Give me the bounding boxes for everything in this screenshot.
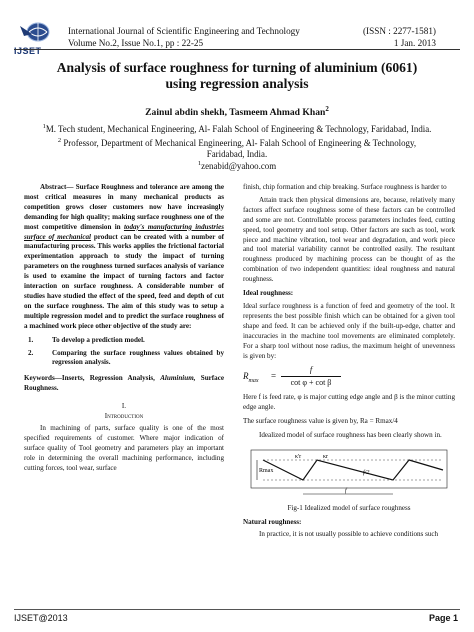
natural-roughness-heading: Natural roughness:	[243, 517, 302, 526]
idealized-roughness-figure	[243, 444, 455, 502]
title-line-2: using regression analysis	[165, 76, 309, 91]
formula-numerator: f	[309, 364, 313, 375]
aff2-sup: 2	[57, 137, 62, 144]
affiliation-1	[24, 121, 450, 135]
objective-num: 2.	[28, 348, 34, 357]
keywords-rest: Surface Roughness.	[24, 374, 224, 393]
objective-item	[24, 336, 224, 346]
page-number: Page 1	[428, 613, 458, 623]
right-column	[243, 183, 455, 540]
footer-rule	[14, 609, 460, 610]
fraction-bar	[281, 376, 341, 377]
section-title: Introduction	[104, 412, 144, 421]
authors	[20, 105, 454, 118]
right-paragraph-6: In practice, it is not usually possible to achieve conditions such	[259, 529, 439, 538]
aff2-text: Professor, Department of Mechanical Engineering, Al- Falah School of Engineering & Technology,	[63, 137, 417, 148]
journal-name: International Journal of Scientific Engineering and Technology	[68, 26, 300, 36]
rmax-formula	[243, 364, 455, 390]
issn: (ISSN : 2277-1581)	[363, 26, 436, 36]
author-names: Zainul abdin shekh, Tasmeem Ahmad Khan	[145, 107, 326, 119]
kr-label: κr	[323, 454, 329, 461]
email-sup: 1	[197, 160, 202, 167]
right-paragraph-3: Here f is feed rate, φ is major cutting edge angle and β is the minor cutting edge angle.	[243, 393, 455, 412]
section-intro-heading	[24, 402, 224, 422]
objectives-list	[24, 336, 224, 369]
author-sup: 2	[325, 105, 329, 113]
keywords	[24, 374, 224, 394]
objective-item	[24, 349, 224, 369]
logo-text: IJSET	[14, 46, 42, 56]
profile-line	[263, 460, 443, 480]
title-line-1: Analysis of surface roughness for turning of aluminium (6061)	[56, 60, 418, 75]
objective-text: Comparing the surface roughness values obtained by regression analysis.	[52, 348, 224, 367]
objective-text: To develop a prediction model.	[52, 335, 145, 344]
formula-lhs	[243, 372, 259, 387]
right-paragraph-2: Ideal surface roughness is a function of feed and geometry of the tool. It represents the best possible finish which can be obtained for a given tool shape and feed. It can be achieved only if the built-up-edge, chatter and inaccuracies in the machine tool movements are eliminated completely. For a sharp tool without nose radius, the maximum height of unevenness is given by:	[243, 301, 455, 360]
figure-caption: Fig-1 Idealized model of surface roughness	[287, 504, 411, 513]
right-paragraph-1: Attain track then physical dimensions are, because, relatively many factors affect surface roughness some of these factors can be controlled and some are not. Controllable process parameters includes feed, cutting speed, tool geometry and tool setup. Other factors are such as tool, work piece and machine vibration, tool wear and degradation, and work piece and tool material variability cannot be controlled easily. The resultant roughness produced by machining process can be thought of as the combination of two independent quantities: ideal roughness and natural roughness.	[243, 195, 455, 284]
right-paragraph-0: finish, chip formation and chip breaking. Surface roughness is harder to	[243, 183, 447, 191]
right-paragraph-5: Idealized model of surface roughness has been clearly shown in.	[259, 431, 442, 440]
ideal-roughness-heading: Ideal roughness:	[243, 289, 294, 298]
affiliation-2	[24, 135, 450, 160]
left-column	[24, 183, 224, 473]
formula-eq: =	[271, 371, 277, 382]
keywords-label: Keywords—Inserts, Regression Analysis,	[24, 374, 155, 383]
rmax-label: Rmax	[259, 468, 274, 475]
aff1-text: M. Tech student, Mechanical Engineering, Al- Falah School of Engineering & Technology, Faridabad, India.	[45, 123, 432, 134]
email: zenabid@yahoo.com	[201, 160, 277, 171]
journal-header	[0, 10, 474, 56]
formula-denominator: cot φ + cot β	[290, 378, 332, 388]
formula-r: R	[243, 371, 249, 382]
issue-date: 1 Jan. 2013	[393, 38, 436, 48]
formula-sub: max	[248, 378, 259, 385]
intro-paragraph: In machining of parts, surface quality is one of the most specified requirements of customer. Where major indication of surface quality of Tool geometry and parameters play an important role in determining the overall machining performance, including cutting forces, tool wear, surface	[24, 423, 224, 472]
section-number: I.	[121, 402, 127, 411]
abstract-text-2: product can be created with a number of manufacturing process. This works applies the frictional factorial experimentation approach to study the impact of turning parameters on the roughness turned surfaces analysis of variance is used to examine the impact of turning factors and factor interaction on surface roughness. A considerable number of studies have studied the effect of the speed, feed and depth of cut on the surface roughness.	[24, 232, 224, 310]
aff2-city: Faridabad, India.	[206, 148, 268, 159]
abstract	[24, 183, 224, 332]
email-line	[24, 158, 450, 172]
objective-num: 1.	[28, 335, 34, 344]
abstract-text-emph: today's manufacturing industries surface of mechanical	[24, 222, 224, 241]
kr2-label: κ'r	[295, 454, 302, 461]
paper-title	[20, 60, 454, 92]
aff1-sup: 1	[42, 123, 46, 130]
volume-info: Volume No.2, Issue No.1, pp : 22-25	[68, 38, 204, 48]
header-rule	[14, 49, 460, 50]
f2-label: f/2	[363, 470, 370, 477]
right-paragraph-4: The surface roughness value is given by, Ra = Rmax/4	[243, 417, 398, 426]
f-label: f	[345, 488, 347, 495]
abstract-text-3: The aim of this study was to setup a multiple regression model and to predict the surface roughness of a machined work piece other objective of the study are:	[24, 301, 224, 330]
footer-left: IJSET@2013	[14, 613, 68, 623]
abstract-text-1: Abstract— Surface Roughness and tolerance are among the most critical measures in many mechanical products as competition grows closer customers now have increasingly demanding for high quality; making surface roughness one of the most competitive dimension in	[24, 183, 224, 231]
keywords-italic: Aluminium,	[160, 374, 196, 383]
